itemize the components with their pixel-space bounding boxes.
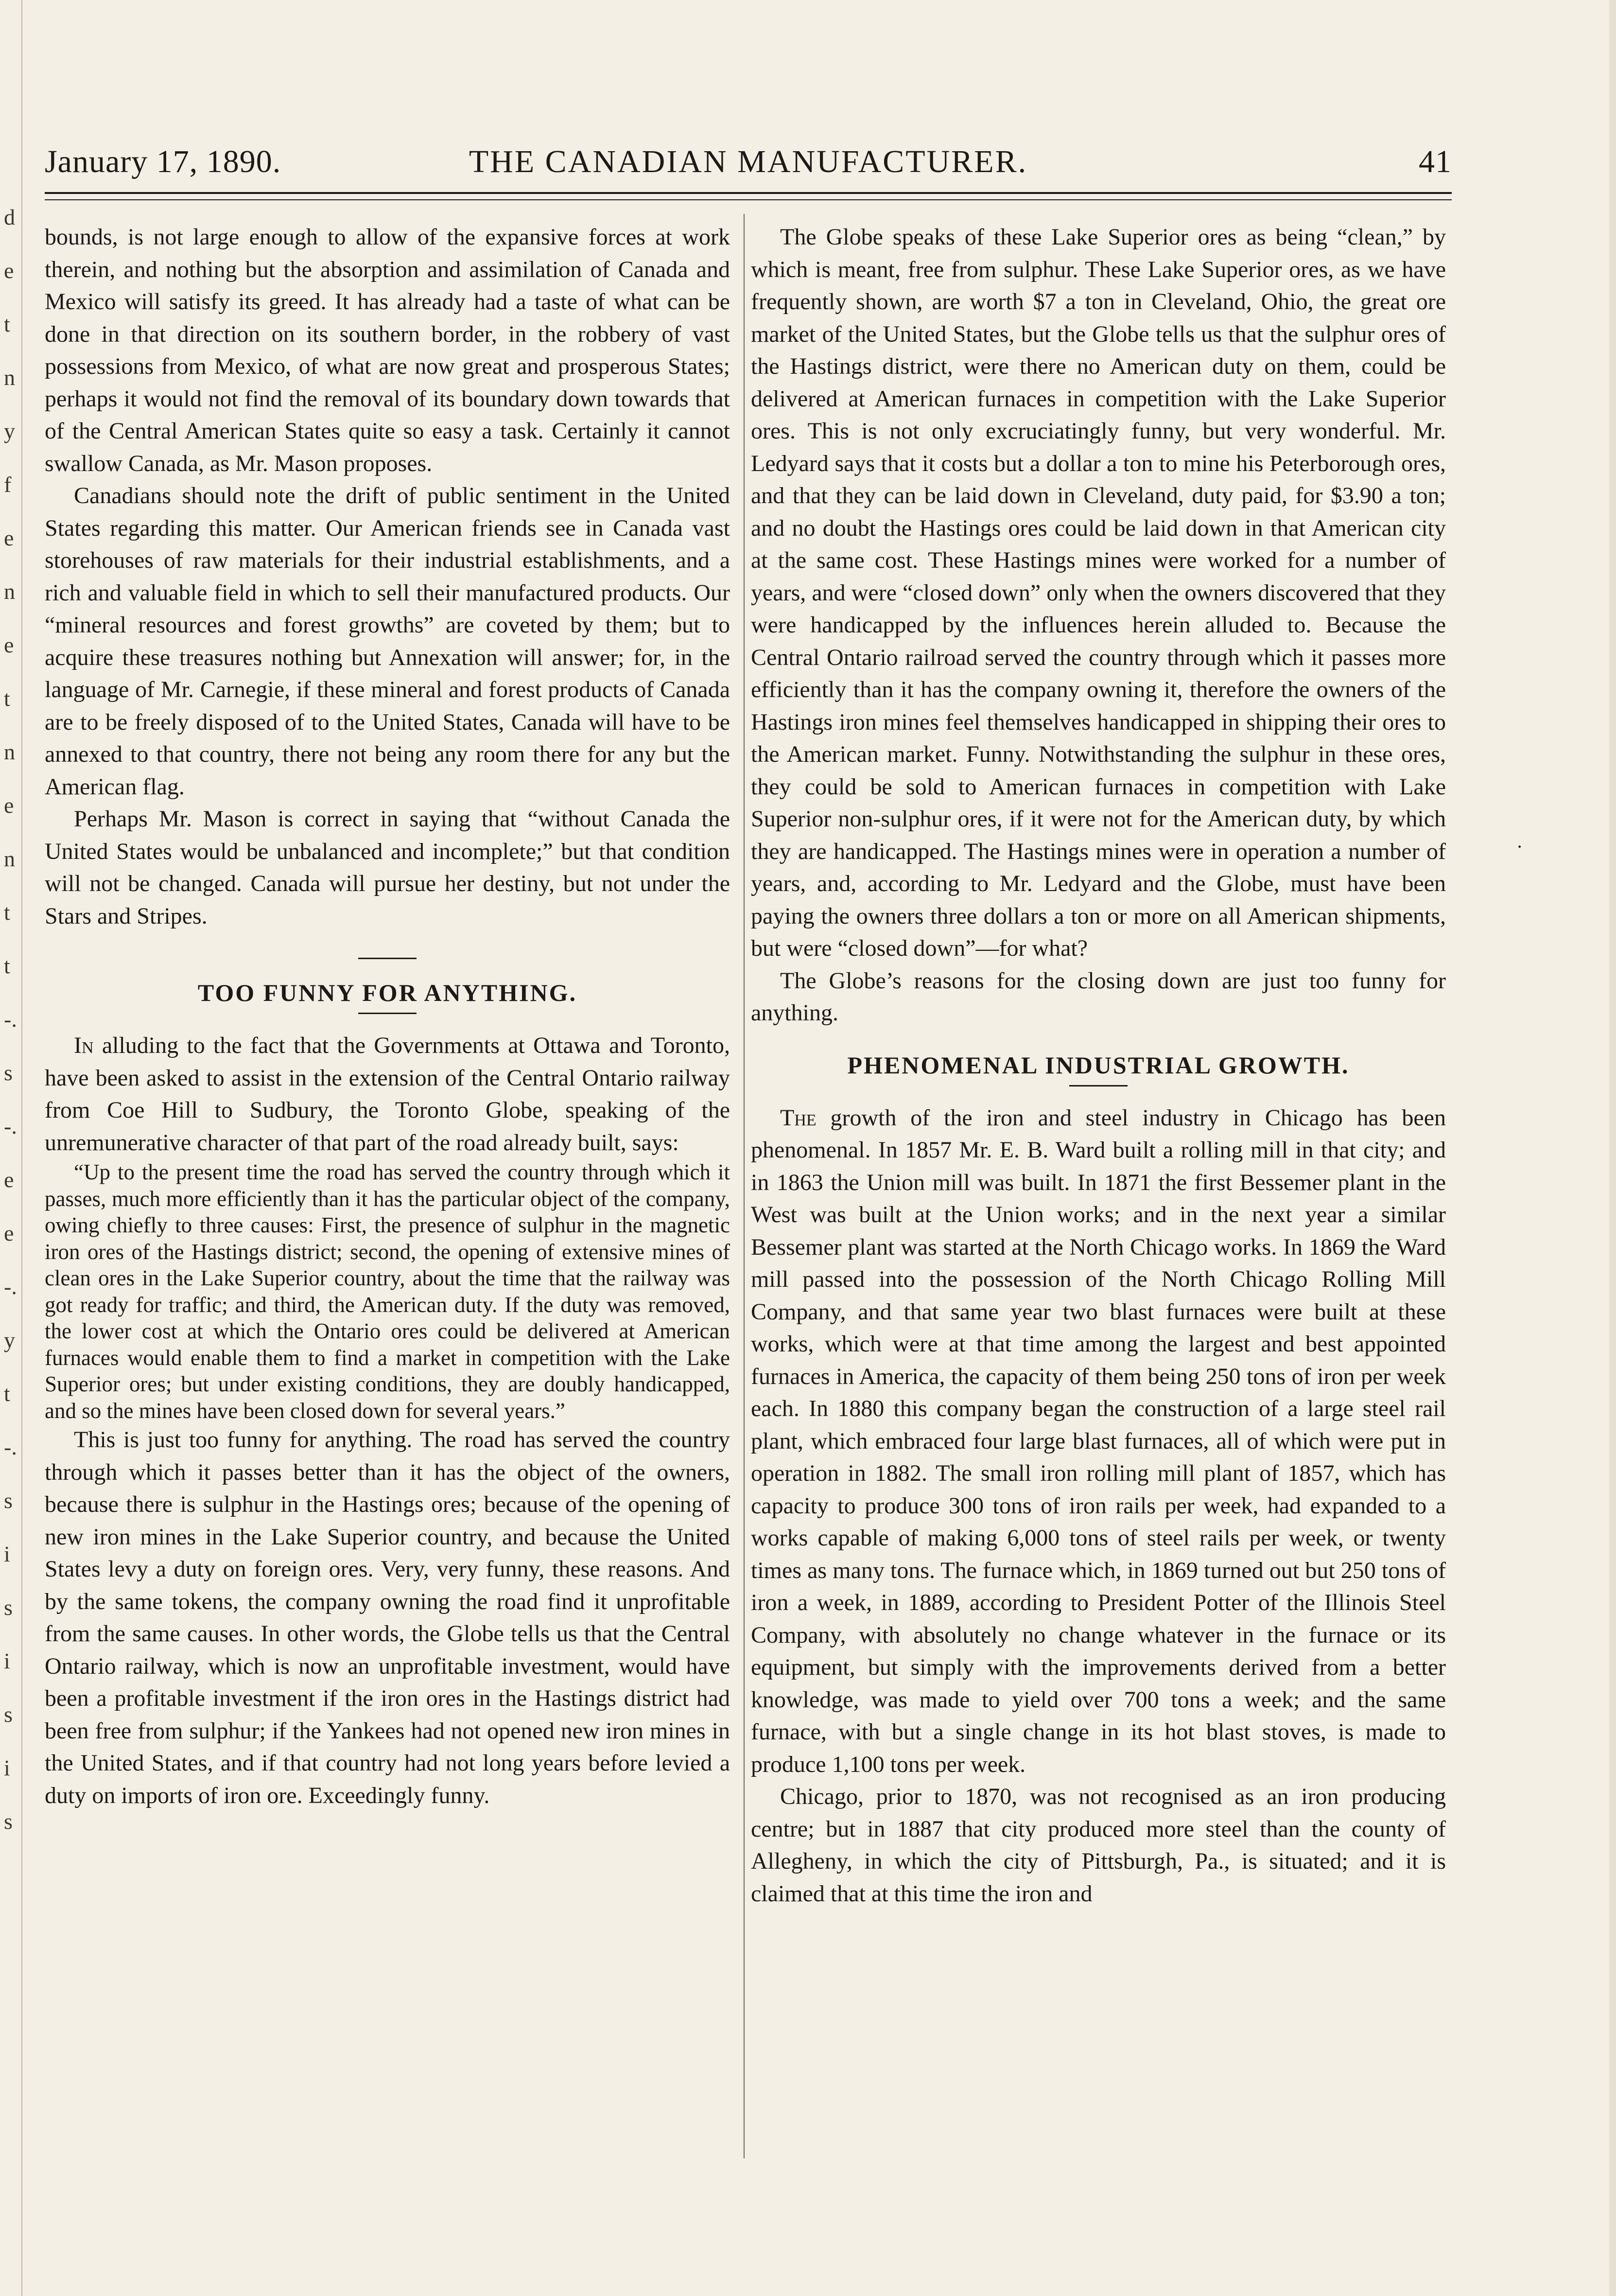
left-paragraph-3: Perhaps Mr. Mason is correct in saying that “without Canada the United States would be unbalanced and incomplete;” but that condition will not be changed. Canada will pursue her destiny, but not under the Stars and Stripes. [45, 806, 730, 929]
gutter-line [21, 0, 22, 2296]
spacer [751, 1030, 1446, 1049]
left-closing-paragraph: This is just too funny for anything. The road has served the country through which it passes better than it has the object of the owners, because there is sulphur in the Hastings ores; because of the opening of new iron mines in the Lake Superior country, and because the United States levy a duty on foreign ores. Very, very funny, these reasons. And by the same tokens, the company owning the road find it unprofitable from the same causes. In other words, the Globe tells us that the Central Ontario railway, which is now an unprofitable investment, would have been a profitable investment if the iron ores in the Hastings district had been free from sulphur; if the Yankees had not opened new iron mines in the United States, and if that country had not long years before levied a duty on imports of iron ore. Exceedingly funny. [45, 1427, 730, 1808]
bleed-glyph: -. [4, 1274, 17, 1299]
bleed-glyph: y [4, 419, 15, 443]
left-paragraph-1: bounds, is not large enough to allow of the expansive forces at work therein, and nothing but the absorption and assimilation of Canada and Mexico will satisfy its greed. It has already had a taste of what can be done in that direction on its southern border, in the robbery of vast possessions from Mexico, of what are now great and prosperous States; perhaps it would not find the removal of its boundary down towards that of the Central American States quite so easy a task. Certainly it cannot swallow Canada, as Mr. Mason proposes. [45, 224, 730, 476]
bleed-glyph: s [4, 1595, 13, 1620]
bleed-glyph: s [4, 1060, 13, 1085]
bleed-glyph: t [4, 900, 10, 925]
bleed-glyph: n [4, 365, 15, 390]
bleed-glyph: n [4, 579, 15, 604]
column-divider [744, 214, 745, 2158]
bleed-glyph: -. [4, 1114, 17, 1139]
right-closing-paragraph: Chicago, prior to 1870, was not recognised as an iron producing centre; but in 1887 that city produced more steel than the county of Allegheny, in which the city of Pittsburgh, Pa., is situated; and it is claimed that at this time the iron and [751, 1784, 1446, 1907]
bleed-glyph: e [4, 258, 14, 283]
header-rule-thin [45, 199, 1452, 200]
right-section-intro [751, 1102, 1446, 1781]
right-paragraph-2: The Globe’s reasons for the closing down are just too funny for anything. [751, 967, 1446, 1026]
bleed-glyph: s [4, 1488, 13, 1513]
bleed-glyph: s [4, 1702, 13, 1727]
bleed-glyph: i [4, 1755, 10, 1780]
bleed-glyph: d [4, 205, 15, 229]
issue-date: January 17, 1890. [45, 144, 281, 179]
stray-mark: · [1516, 836, 1523, 858]
bleed-glyph: t [4, 1381, 10, 1406]
facing-page-bleed [0, 204, 19, 1906]
bleed-glyph: s [4, 1809, 13, 1834]
globe-quotation: “Up to the present time the road has served the country through which it passes, much more efficiently than it has the particular object of the company, owing chiefly to three causes: First, the presence of sulphur in the magnetic iron ores of the Hastings district; second, the opening of extensive mines of clean ores in the Lake Superior country, about the time that the railway was got ready for traffic; and third, the American duty. If the duty was removed, the lower cost at which the Ontario ores could be delivered at American furnaces would enable them to find a market in competition with the Lake Superior ores; but under existing conditions, they are doubly handicapped, and so the mines have been closed down for several years.” [45, 1160, 730, 1423]
bleed-glyph: i [4, 1648, 10, 1673]
bleed-glyph: n [4, 846, 15, 871]
section-heading-industrial-growth: PHENOMENAL INDUSTRIAL GROWTH. [847, 1051, 1350, 1079]
intro-text: growth of the iron and steel industry in Chicago has been phenomenal. In 1857 Mr. E. B. Ward built a rolling mill in that city; and in 1863 the Union mill was built. In 1871 the first Bessemer plant in the West was built at the Union works; and in the next year a similar Bessemer plant was started at the North Chicago works. In 1869 the Ward mill passed into the possession of the North Chicago Rolling Mill Company, and that same year two blast furnaces were built at these works, which were at that time among the largest and best appointed furnaces in America, the capacity of them being 250 tons of iron per week each. In 1880 this company began the construction of a large steel rail plant, which embraced four large blast furnaces, all of which were put in operation in 1882. The small iron rolling mill plant of 1857, which has capacity to produce 300 tons of iron rails per week, had expanded to a works capable of making 6,000 tons of steel rails per week, or twenty times as many tons. The furnace which, in 1869 turned out but 250 tons of iron a week, in 1889, according to President Potter of the Illinois Steel Company, with absolutely no change whatever in the furnace or its equipment, but simply with the improvements derived from a better knowledge, was made to yield over 700 tons a week; and the same furnace, with but a single change in its hot blast stoves, is made to produce 1,100 tons per week. [751, 1104, 1446, 1777]
right-paragraph-1: The Globe speaks of these Lake Superior ores as being “clean,” by which is meant, free from sulphur. These Lake Superior ores, as we have frequently shown, are worth $7 a ton in Cleveland, Ohio, the great ore market of the United States, but the Globe tells us that the sulphur ores of the Hastings district, were there no American duty on them, could be delivered at American furnaces in competition with the Lake Superior ores. This is not only excruciatingly funny, but very wonderful. Mr. Ledyard says that it costs but a dollar a ton to mine his Peterborough ores, and that they can be laid down in Cleveland, duty paid, for $3.90 a ton; and no doubt the Hastings ores could be laid down in that American city at the same cost. These Hastings mines were worked for a number of years, and were “closed down” only when the owners discovered that they were handicapped by the influences herein alluded to. Because the Central Ontario railroad served the country through which it passes more efficiently than it has the company owning it, therefore the owners of the Hastings iron mines feel themselves handicapped in shipping their ores to the American market. Funny. Notwithstanding the sulphur in these ores, they could be sold to American furnaces in competition with Lake Superior non-sulphur ores, if it were not for the American duty, by which they are handicapped. The Hastings mines were in operation a number of years, and, according to Mr. Ledyard and the Globe, must have been paying the owners three dollars a ton or more on all American shipments, but were “closed down”—for what? [751, 224, 1446, 961]
lead-word: In [74, 1033, 94, 1058]
left-column [45, 221, 730, 1812]
bleed-glyph: e [4, 793, 14, 818]
left-section-intro [45, 1030, 730, 1159]
header-rule-thick [45, 192, 1452, 194]
bleed-glyph: e [4, 1221, 14, 1245]
left-paragraph-2: Canadians should note the drift of public sentiment in the United States regarding this matter. Our American friends see in Canada vast storehouses of raw materials for their industrial establishments, and a rich and valuable field in which to sell their manufactured products. Our “mineral resources and forest growths” are coveted by them; but to acquire these treasures nothing but Annexation will answer; for, in the language of Mr. Carnegie, if these mineral and forest products of Canada are to be freely disposed of to the United States, Canada will have to be annexed to that country, there not being any room there for any but the American flag. [45, 483, 730, 800]
section-rule [358, 958, 417, 959]
intro-text: alluding to the fact that the Governments at Ottawa and Toronto, have been asked to assist in the extension of the Central Ontario railway from Coe Hill to Sudbury, the Toronto Globe, speaking of the unremunerative character of that part of the road already built, says: [45, 1033, 730, 1156]
bleed-glyph: e [4, 1167, 14, 1192]
bleed-glyph: -. [4, 1435, 17, 1459]
bleed-glyph: f [4, 472, 12, 497]
bleed-glyph: t [4, 686, 10, 711]
page-edge [1609, 0, 1616, 2296]
bleed-glyph: e [4, 526, 14, 550]
bleed-glyph: y [4, 1328, 15, 1352]
bleed-glyph: t [4, 953, 10, 978]
lead-word: The [780, 1104, 817, 1131]
bleed-glyph: i [4, 1542, 10, 1566]
section-rule [358, 1013, 417, 1014]
section-rule [1069, 1085, 1128, 1087]
bleed-glyph: e [4, 632, 14, 657]
section-heading-too-funny: TOO FUNNY FOR ANYTHING. [197, 979, 577, 1006]
bleed-glyph: t [4, 312, 10, 336]
page-number: 41 [1419, 144, 1452, 179]
right-column [751, 221, 1446, 1910]
bleed-glyph: n [4, 739, 15, 764]
publication-title: THE CANADIAN MANUFACTURER. [469, 144, 1028, 179]
bleed-glyph: -. [4, 1007, 17, 1032]
running-header [45, 143, 1452, 187]
